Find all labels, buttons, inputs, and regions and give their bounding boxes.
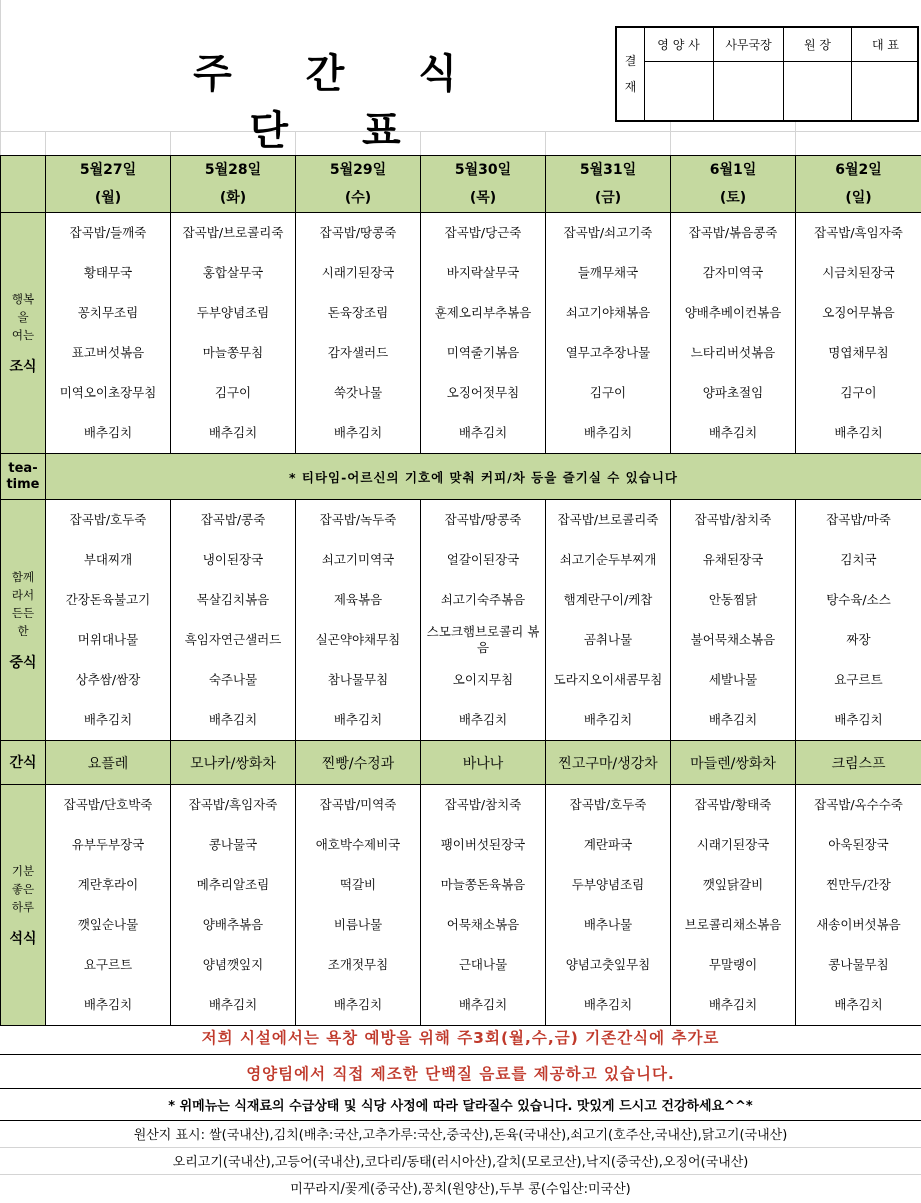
dish-item: 시금치된장국: [822, 265, 895, 280]
snack-cell: 바나나: [421, 741, 546, 785]
dish-item: 돈육장조림: [327, 305, 389, 320]
dish-item: 잡곡밥/땅콩죽: [444, 512, 522, 527]
teatime-label-bottom: time: [6, 476, 40, 492]
dish-item: 간장돈육불고기: [65, 592, 151, 607]
dish-cell: [546, 213, 671, 454]
dish-item: 두부양념조림: [196, 305, 270, 320]
dish-item: 애호박수제비국: [315, 837, 401, 852]
dinner-row: [1, 785, 921, 1026]
dish-cell: [296, 213, 421, 454]
dish-item: 배추김치: [83, 712, 133, 727]
meal-subtitle: 행복: [11, 292, 35, 306]
dish-item: 쇠고기순두부찌개: [559, 552, 657, 567]
date-label: 5월29일: [329, 162, 387, 178]
origin-line-3: 미꾸라지/꽃게(중국산),꽁치(원양산),두부 콩(수입산:미국산): [290, 1182, 631, 1197]
dish-item: 배추김치: [583, 425, 633, 440]
dish-item: 배추김치: [583, 712, 633, 727]
date-cell: [546, 156, 671, 213]
dish-item: 쇠고기숙주볶음: [440, 592, 526, 607]
dish-item: 조개젓무침: [327, 957, 389, 972]
snack-cell: 크림스프: [796, 741, 921, 785]
date-label: 6월1일: [709, 162, 757, 178]
teatime-label-top: tea-: [8, 460, 38, 476]
snack-row: [1, 741, 921, 785]
dish-item: 배추김치: [333, 712, 383, 727]
divider: [0, 1174, 921, 1175]
dish-item: 깻잎순나물: [77, 917, 139, 932]
dish-item: 들깨무채국: [577, 265, 639, 280]
grid-line: [670, 122, 671, 155]
dish-cell: [796, 785, 921, 1026]
dish-item: 브로콜리채소볶음: [684, 917, 782, 932]
dish-item: 잡곡밥/땅콩죽: [319, 225, 397, 240]
date-label: 5월30일: [454, 162, 512, 178]
dish-cell: [421, 500, 546, 741]
dish-item: 양배추볶음: [202, 917, 264, 932]
approval-head-manager: 사무국장: [714, 28, 784, 62]
dish-item: 유부두부장국: [71, 837, 145, 852]
dish-item: 배추김치: [208, 425, 258, 440]
meal-subtitle: 을: [17, 310, 29, 324]
dish-item: 배추김치: [834, 712, 883, 727]
dish-item: 열무고추장나물: [565, 345, 651, 360]
dish-item: 메추리알조림: [196, 877, 270, 892]
approval-head-ceo: 대 표: [852, 28, 919, 62]
day-label: (수): [344, 190, 372, 206]
dish-item: 머위대나물: [77, 632, 139, 647]
dish-item: 오이지무침: [452, 672, 514, 687]
dish-item: 목살김치볶음: [196, 592, 270, 607]
origin-line-2: 오리고기(국내산),고등어(국내산),코다리/동태(러시아산),갈치(모로코산),낙지(중국산),오징어(국내산): [172, 1155, 749, 1170]
dish-cell: [671, 500, 796, 741]
dish-item: 짜장: [846, 632, 871, 647]
meal-subtitle: 라서: [11, 588, 35, 602]
dish-item: 곰취나물: [583, 632, 633, 647]
dish-item: 양념깻잎지: [202, 957, 264, 972]
grid-line: [795, 122, 796, 155]
dish-item: 배추김치: [458, 425, 508, 440]
day-label: (목): [469, 190, 497, 206]
date-cell: [671, 156, 796, 213]
dish-item: 비름나물: [333, 917, 383, 932]
dish-item: 배추김치: [83, 997, 133, 1012]
date-cell: [296, 156, 421, 213]
dish-item: 홍합살무국: [202, 265, 264, 280]
dish-item: 꽁치무조림: [77, 305, 139, 320]
dish-item: 배추김치: [83, 425, 133, 440]
dish-item: 김구이: [840, 385, 877, 400]
dish-item: 김구이: [214, 385, 252, 400]
dish-item: 배추김치: [583, 997, 633, 1012]
teatime-label-cell: [1, 454, 46, 500]
dish-item: 찐만두/간장: [826, 877, 891, 892]
notice-line-1: 저희 시설에서는 욕창 예방을 위해 주3회(월,수,금) 기존간식에 추가로: [201, 1029, 720, 1047]
dish-item: 스모크햄브로콜리 볶음: [426, 624, 540, 655]
date-cell: [171, 156, 296, 213]
divider: [0, 1147, 921, 1148]
dish-item: 콩나물국: [208, 837, 258, 852]
dish-item: 깻잎닭갈비: [702, 877, 764, 892]
dish-item: 배추김치: [834, 997, 883, 1012]
divider: [0, 1088, 921, 1089]
snack-cell: 모나카/쌍화차: [171, 741, 296, 785]
dish-cell: [296, 500, 421, 741]
day-label: (화): [219, 190, 247, 206]
date-label: 6월2일: [835, 162, 882, 178]
dish-cell: [796, 213, 921, 454]
dish-item: 배추김치: [208, 712, 258, 727]
notice-line-3: * 위메뉴는 식재료의 수급상태 및 식당 사정에 따라 달라질수 있습니다. 맛있게 드시고 건강하세요^^*: [168, 1099, 753, 1114]
dish-item: 햄계란구이/케찹: [563, 592, 653, 607]
dish-cell: [171, 213, 296, 454]
dish-item: 탕수육/소스: [826, 592, 891, 607]
meal-subtitle: 든든: [11, 606, 35, 620]
approval-head-director: 원 장: [784, 28, 852, 62]
teatime-row: [1, 454, 921, 500]
dish-cell: [296, 785, 421, 1026]
dish-cell: [796, 500, 921, 741]
dish-item: 불어묵채소볶음: [690, 632, 776, 647]
date-cell: [796, 156, 921, 213]
approval-sign-box: [784, 62, 852, 120]
meal-subtitle: 기분: [11, 864, 35, 878]
divider: [0, 1054, 921, 1055]
dish-item: 제육볶음: [333, 592, 383, 607]
date-cell: [46, 156, 171, 213]
dish-item: 표고버섯볶음: [71, 345, 145, 360]
dish-item: 배추김치: [458, 997, 508, 1012]
date-row: [1, 156, 921, 213]
meal-subtitle: 여는: [11, 328, 35, 342]
date-label: 5월28일: [204, 162, 262, 178]
dish-item: 냉이된장국: [202, 552, 264, 567]
dish-item: 황태무국: [83, 265, 133, 280]
notice-line-2: 영양팀에서 직접 제조한 단백질 음료를 제공하고 있습니다.: [246, 1065, 675, 1083]
dish-item: 잡곡밥/단호박죽: [63, 797, 153, 812]
approval-sign-box: [714, 62, 784, 120]
dish-item: 쇠고기야채볶음: [565, 305, 651, 320]
dish-item: 배추김치: [708, 425, 758, 440]
dish-item: 감자미역국: [702, 265, 764, 280]
day-label: (금): [594, 190, 622, 206]
dish-item: 어묵채소볶음: [446, 917, 520, 932]
approval-box: [615, 26, 919, 122]
approval-sign-box: [852, 62, 919, 120]
dish-cell: [46, 785, 171, 1026]
divider: [0, 1120, 921, 1121]
meal-label: 조식: [9, 359, 37, 375]
dish-item: 잡곡밥/브로콜리죽: [557, 512, 659, 527]
dish-item: 잡곡밥/옥수수죽: [814, 797, 903, 812]
dinner-label-cell: [1, 785, 46, 1026]
dish-item: 쇠고기미역국: [321, 552, 395, 567]
dish-cell: [421, 785, 546, 1026]
dish-item: 배추김치: [333, 425, 383, 440]
dish-item: 떡갈비: [339, 877, 377, 892]
grid-line: [545, 131, 546, 155]
dish-item: 세발나물: [708, 672, 758, 687]
date-cell: [421, 156, 546, 213]
date-label: 5월27일: [79, 162, 137, 178]
approval-sign-box: [644, 62, 714, 120]
dish-item: 계란파국: [583, 837, 633, 852]
dish-cell: [421, 213, 546, 454]
dish-item: 명엽채무침: [828, 345, 889, 360]
snack-label: 간식: [1, 741, 46, 785]
dish-item: 숙주나물: [208, 672, 258, 687]
dish-item: 아욱된장국: [828, 837, 889, 852]
dish-cell: [46, 213, 171, 454]
dish-item: 유채된장국: [702, 552, 764, 567]
dish-item: 마늘쫑무침: [202, 345, 264, 360]
dish-item: 배추김치: [708, 712, 758, 727]
corner-cell: [1, 156, 46, 213]
dish-item: 잡곡밥/들깨죽: [69, 225, 147, 240]
dish-item: 양파초절임: [702, 385, 764, 400]
dish-item: 시래기된장국: [696, 837, 770, 852]
approval-label: [617, 28, 645, 120]
page-title: 주 간 식 단 표: [193, 51, 487, 154]
dish-cell: [546, 500, 671, 741]
dish-item: 오징어무볶음: [822, 305, 895, 320]
dish-item: 요구르트: [834, 672, 883, 687]
meal-subtitle: 함께: [11, 570, 35, 584]
breakfast-label-cell: [1, 213, 46, 454]
meal-subtitle: 좋은: [11, 882, 35, 896]
dish-cell: [46, 500, 171, 741]
dish-item: 배추나물: [583, 917, 633, 932]
approval-label-top: 결: [624, 54, 637, 68]
grid-line: [45, 131, 46, 155]
dish-item: 배추김치: [834, 425, 883, 440]
dish-item: 상추쌈/쌈장: [75, 672, 141, 687]
dish-item: 잡곡밥/호두죽: [569, 797, 647, 812]
teatime-text: * 티타임-어르신의 기호에 맞춰 커피/차 등을 즐기실 수 있습니다: [46, 454, 921, 500]
dish-item: 김구이: [589, 385, 627, 400]
dish-item: 김치국: [840, 552, 877, 567]
dish-item: 실곤약야채무침: [315, 632, 401, 647]
dish-item: 양념고춧잎무침: [565, 957, 651, 972]
dish-item: 감자샐러드: [327, 345, 389, 360]
dish-item: 배추김치: [458, 712, 508, 727]
dish-item: 요구르트: [83, 957, 133, 972]
dish-item: 팽이버섯된장국: [440, 837, 526, 852]
dish-item: 잡곡밥/황태죽: [694, 797, 772, 812]
day-label: (월): [94, 190, 122, 206]
meal-subtitle: 하루: [11, 900, 35, 914]
dish-item: 잡곡밥/당근죽: [444, 225, 522, 240]
dish-item: 훈제오리부추볶음: [434, 305, 532, 320]
meal-label: 중식: [9, 655, 37, 671]
dish-item: 잡곡밥/호두죽: [69, 512, 147, 527]
dish-cell: [546, 785, 671, 1026]
dish-item: 새송이버섯볶음: [816, 917, 901, 932]
lunch-row: [1, 500, 921, 741]
dish-item: 계란후라이: [77, 877, 139, 892]
lunch-label-cell: [1, 500, 46, 741]
dish-item: 참나물무침: [327, 672, 389, 687]
dish-item: 배추김치: [333, 997, 383, 1012]
dish-item: 잡곡밥/볶음콩죽: [688, 225, 778, 240]
dish-item: 잡곡밥/쇠고기죽: [563, 225, 653, 240]
snack-cell: 찐빵/수정과: [296, 741, 421, 785]
grid-line: [0, 0, 1, 155]
dish-item: 쑥갓나물: [333, 385, 383, 400]
dish-item: 콩나물무침: [828, 957, 889, 972]
day-label: (일): [845, 190, 872, 206]
dish-item: 시래기된장국: [321, 265, 395, 280]
dish-cell: [671, 785, 796, 1026]
snack-cell: 찐고구마/생강차: [546, 741, 671, 785]
dish-item: 얼갈이된장국: [446, 552, 520, 567]
approval-label-bottom: 재: [624, 80, 637, 94]
dish-item: 두부양념조림: [571, 877, 645, 892]
dish-item: 흑임자연근샐러드: [184, 632, 282, 647]
dish-item: 배추김치: [208, 997, 258, 1012]
dish-item: 안동찜닭: [708, 592, 758, 607]
dish-item: 근대나물: [458, 957, 508, 972]
dish-item: 배추김치: [708, 997, 758, 1012]
dish-item: 미역오이초장무침: [59, 385, 157, 400]
dish-item: 잡곡밥/참치죽: [444, 797, 522, 812]
origin-line-1: 원산지 표시: 쌀(국내산),김치(배추:국산,고추가루:국산,중국산),돈육(국내산),쇠고기(호주산,국내산),닭고기(국내산): [133, 1128, 788, 1143]
dish-item: 잡곡밥/흑임자죽: [188, 797, 278, 812]
dish-item: 도라지오이새콤무침: [553, 672, 663, 687]
date-label: 5월31일: [579, 162, 637, 178]
dish-item: 잡곡밥/콩죽: [200, 512, 266, 527]
dish-cell: [171, 785, 296, 1026]
day-label: (토): [719, 190, 747, 206]
dish-item: 오징어젓무침: [446, 385, 520, 400]
dish-item: 마늘쫑돈육볶음: [440, 877, 526, 892]
dish-item: 느타리버섯볶음: [690, 345, 776, 360]
dish-item: 잡곡밥/마죽: [826, 512, 891, 527]
breakfast-row: [1, 213, 921, 454]
snack-cell: 요플레: [46, 741, 171, 785]
dish-item: 미역줄기볶음: [446, 345, 520, 360]
dish-item: 바지락살무국: [446, 265, 520, 280]
meal-label: 석식: [9, 931, 37, 947]
dish-item: 잡곡밥/참치죽: [694, 512, 772, 527]
snack-cell: 마들렌/쌍화차: [671, 741, 796, 785]
menu-table: [0, 155, 921, 1026]
approval-head-nutritionist: 영 양 사: [644, 28, 714, 62]
dish-item: 잡곡밥/미역죽: [319, 797, 397, 812]
dish-item: 부대찌개: [83, 552, 133, 567]
meal-subtitle: 한: [17, 624, 29, 638]
dish-item: 잡곡밥/흑임자죽: [814, 225, 903, 240]
dish-item: 양배추베이컨볶음: [684, 305, 782, 320]
dish-item: 잡곡밥/브로콜리죽: [182, 225, 284, 240]
dish-cell: [671, 213, 796, 454]
dish-item: 무말랭이: [708, 957, 758, 972]
dish-item: 잡곡밥/녹두죽: [319, 512, 397, 527]
dish-cell: [171, 500, 296, 741]
